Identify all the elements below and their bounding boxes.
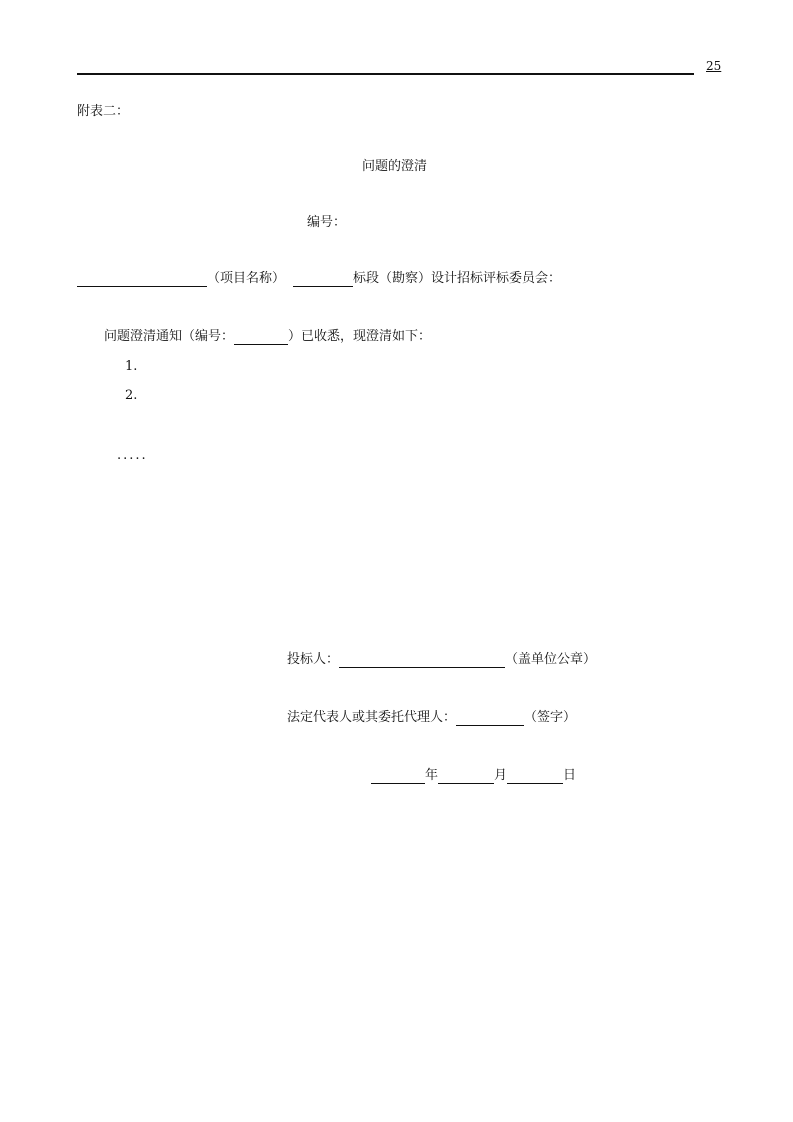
bidder-blank[interactable] — [339, 653, 505, 668]
notice-suffix: ）已收悉，现澄清如下： — [288, 329, 432, 344]
representative-blank[interactable] — [456, 711, 524, 726]
list-item: 1. — [125, 359, 138, 374]
bidder-line — [287, 652, 596, 668]
list-item: 2. — [125, 388, 138, 403]
date-line — [371, 768, 576, 784]
representative-label: 法定代表人或其委托代理人： — [287, 710, 457, 725]
representative-note: （签字） — [524, 710, 577, 725]
project-name-blank[interactable] — [77, 272, 207, 287]
notice-line — [104, 329, 431, 345]
bidder-note: （盖单位公章） — [505, 652, 597, 667]
bidder-label: 投标人： — [287, 652, 340, 667]
representative-line — [287, 710, 576, 726]
header-rule — [77, 73, 694, 75]
day-blank[interactable] — [507, 769, 563, 784]
notice-prefix: 问题澄清通知（编号： — [104, 329, 235, 344]
addressee-suffix: 标段（勘察）设计招标评标委员会： — [353, 271, 562, 286]
page-number: 25 — [706, 59, 722, 73]
ellipsis: ..... — [117, 448, 148, 463]
appendix-label: 附表二： — [77, 104, 130, 119]
month-label: 月 — [494, 768, 508, 783]
day-label: 日 — [563, 768, 577, 783]
page-title: 问题的澄清 — [362, 159, 428, 174]
year-blank[interactable] — [371, 769, 425, 784]
project-name-label: （项目名称） — [207, 271, 286, 286]
section-blank[interactable] — [293, 272, 353, 287]
month-blank[interactable] — [438, 769, 494, 784]
number-label: 编号： — [307, 215, 347, 230]
addressee-line — [77, 271, 561, 287]
notice-number-blank[interactable] — [234, 330, 288, 345]
year-label: 年 — [425, 768, 439, 783]
